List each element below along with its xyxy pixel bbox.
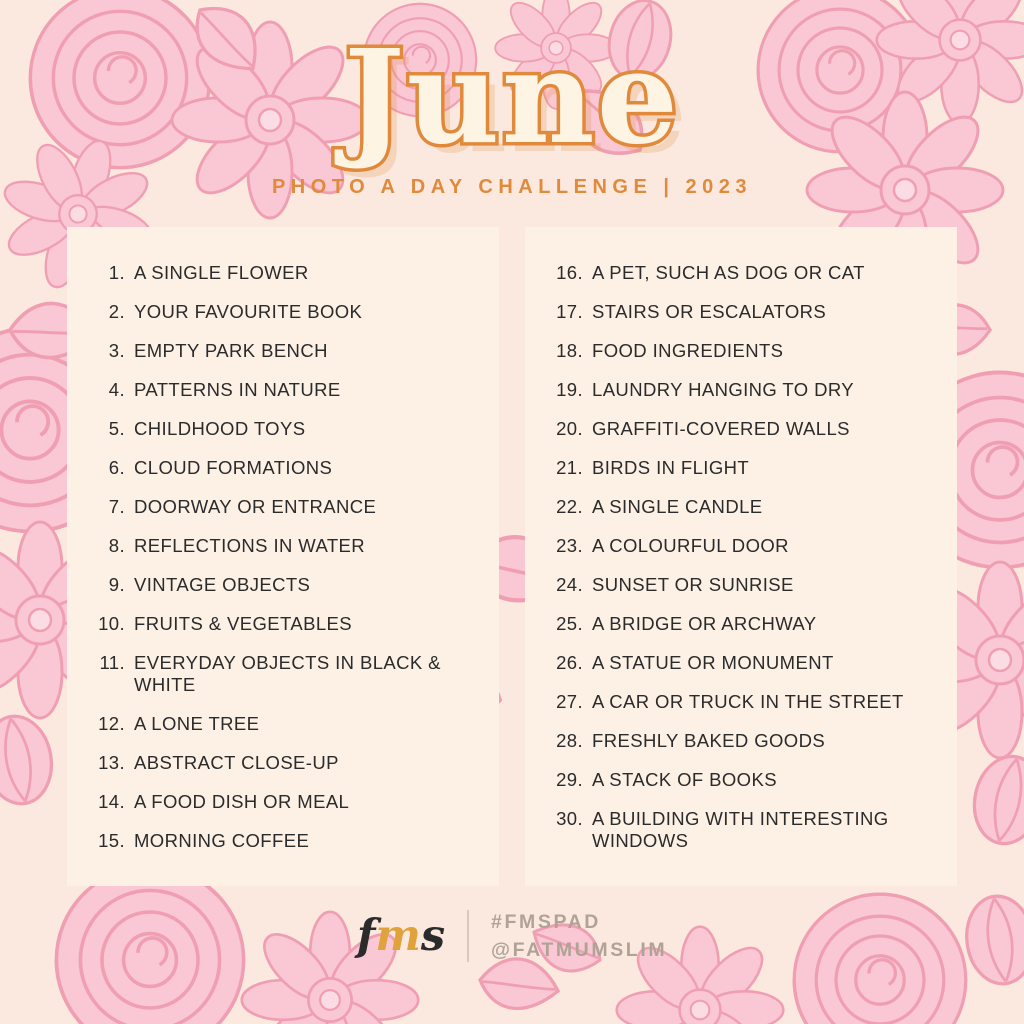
logo-letter-f: f [356, 910, 376, 961]
right-prompt-list [543, 253, 939, 860]
list-item-label: A BRIDGE OR ARCHWAY [592, 612, 817, 634]
list-item [85, 565, 481, 604]
logo-letter-m: m [375, 910, 421, 961]
list-item-number: 12. [98, 712, 125, 734]
list-item-number: 18. [556, 339, 583, 361]
list-item [543, 799, 939, 860]
list-item-label: FOOD INGREDIENTS [592, 339, 784, 361]
list-item-number: 11. [99, 651, 125, 673]
footer-handles [491, 908, 667, 965]
list-item-number: 9. [108, 573, 125, 595]
list-item-label: ABSTRACT CLOSE-UP [134, 751, 339, 773]
list-item-label: LAUNDRY HANGING TO DRY [592, 378, 855, 400]
list-item [85, 292, 481, 331]
left-prompt-list [85, 253, 481, 860]
list-item-label: A COLOURFUL DOOR [592, 534, 789, 556]
list-item-number: 30. [556, 807, 583, 829]
list-item-label: VINTAGE OBJECTS [134, 573, 311, 595]
list-item-label: SUNSET OR SUNRISE [592, 573, 794, 595]
hashtag-label: #FMSPAD [491, 911, 601, 933]
list-item [543, 370, 939, 409]
list-item [543, 331, 939, 370]
list-item [543, 487, 939, 526]
left-panel [67, 227, 499, 886]
list-item-label: GRAFFITI-COVERED WALLS [592, 417, 850, 439]
list-item-label: YOUR FAVOURITE BOOK [134, 300, 363, 322]
list-item [543, 253, 939, 292]
list-item [543, 721, 939, 760]
list-item-label: A SINGLE CANDLE [592, 495, 763, 517]
list-item [543, 565, 939, 604]
list-item [543, 292, 939, 331]
list-item-label: A CAR OR TRUCK IN THE STREET [592, 690, 904, 712]
list-item [85, 704, 481, 743]
list-item-label: CHILDHOOD TOYS [134, 417, 306, 439]
list-item-label: STAIRS OR ESCALATORS [592, 300, 827, 322]
list-item-number: 27. [556, 690, 583, 712]
page-subtitle: PHOTO A DAY CHALLENGE | 2023 [271, 176, 753, 198]
list-item-label: FRUITS & VEGETABLES [134, 612, 353, 634]
list-item-number: 6. [108, 456, 125, 478]
list-item-number: 28. [556, 729, 583, 751]
list-item-number: 25. [556, 612, 583, 634]
list-item-label: BIRDS IN FLIGHT [592, 456, 750, 478]
list-item [85, 643, 481, 704]
list-item-label: FRESHLY BAKED GOODS [592, 729, 826, 751]
list-item [85, 409, 481, 448]
poster-header [0, 0, 1024, 199]
list-item [543, 760, 939, 799]
challenge-panels [0, 227, 1024, 886]
list-item-number: 21. [556, 456, 583, 478]
list-item-label: A LONE TREE [134, 712, 260, 734]
list-item-number: 26. [556, 651, 583, 673]
list-item-number: 4. [108, 378, 125, 400]
list-item [85, 743, 481, 782]
list-item-number: 13. [98, 751, 125, 773]
list-item-label: A STACK OF BOOKS [592, 768, 777, 790]
list-item-number: 23. [556, 534, 583, 556]
list-item-number: 14. [98, 790, 125, 812]
list-item [543, 604, 939, 643]
list-item-number: 2. [108, 300, 125, 322]
list-item-label: PATTERNS IN NATURE [134, 378, 341, 400]
list-item [85, 821, 481, 860]
list-item [85, 526, 481, 565]
fms-logo [356, 910, 446, 961]
list-item-label: REFLECTIONS IN WATER [134, 534, 366, 556]
list-item-number: 7. [108, 495, 125, 517]
list-item-label: EVERYDAY OBJECTS IN BLACK & WHITE [134, 651, 441, 695]
list-item-label: CLOUD FORMATIONS [134, 456, 333, 478]
list-item [85, 604, 481, 643]
list-item-number: 8. [108, 534, 125, 556]
logo-letter-s: s [420, 910, 446, 961]
list-item-number: 15. [98, 829, 125, 851]
right-panel [525, 227, 957, 886]
list-item [543, 526, 939, 565]
list-item [85, 253, 481, 292]
list-item [85, 370, 481, 409]
list-item-label: A FOOD DISH OR MEAL [134, 790, 350, 812]
list-item [85, 448, 481, 487]
list-item-label: A PET, SUCH AS DOG OR CAT [592, 261, 865, 283]
list-item-number: 1. [108, 261, 125, 283]
list-item-number: 5. [108, 417, 125, 439]
list-item [543, 409, 939, 448]
list-item-number: 29. [556, 768, 583, 790]
list-item-label: DOORWAY OR ENTRANCE [134, 495, 377, 517]
footer-divider [467, 910, 469, 962]
list-item-number: 20. [556, 417, 583, 439]
list-item-number: 10. [98, 612, 125, 634]
list-item [543, 448, 939, 487]
list-item-label: A SINGLE FLOWER [134, 261, 309, 283]
list-item-number: 16. [556, 261, 583, 283]
list-item-label: EMPTY PARK BENCH [134, 339, 328, 361]
list-item [85, 782, 481, 821]
list-item-label: A BUILDING WITH INTERESTING WINDOWS [592, 807, 889, 851]
list-item [543, 643, 939, 682]
list-item-number: 22. [556, 495, 583, 517]
list-item [85, 331, 481, 370]
list-item-number: 19. [556, 378, 583, 400]
list-item [543, 682, 939, 721]
list-item-number: 3. [108, 339, 125, 361]
list-item-label: A STATUE OR MONUMENT [592, 651, 834, 673]
list-item-label: MORNING COFFEE [134, 829, 310, 851]
list-item-number: 17. [556, 300, 583, 322]
poster-footer [0, 908, 1024, 965]
list-item [85, 487, 481, 526]
account-handle-label: @FATMUMSLIM [491, 939, 668, 962]
page-title: June [343, 23, 681, 173]
list-item-number: 24. [556, 573, 583, 595]
